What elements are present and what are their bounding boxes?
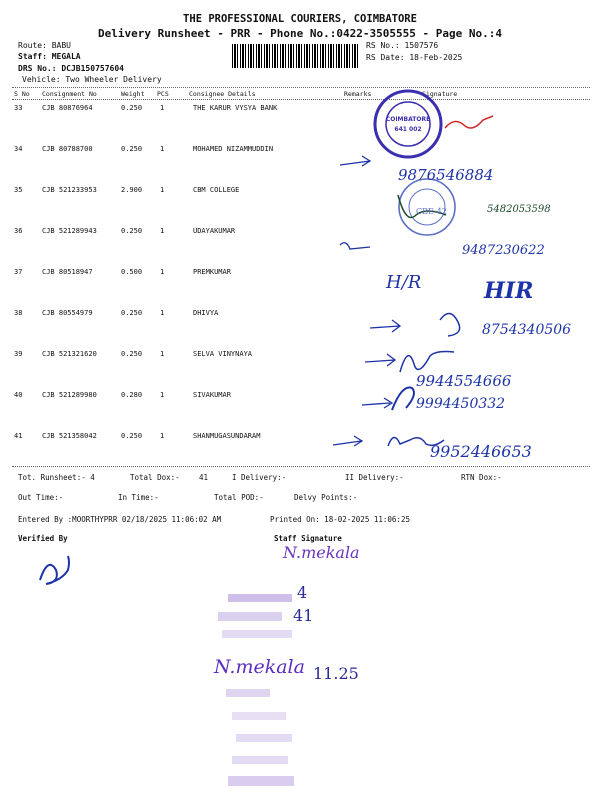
total-pod: Total POD:- bbox=[214, 493, 264, 502]
mark-r36 bbox=[340, 243, 370, 249]
phone-r39: 9944554666 bbox=[416, 372, 512, 390]
col-weight: Weight bbox=[121, 90, 145, 98]
row-consignee: CBM COLLEGE bbox=[193, 186, 240, 194]
row-weight: 0.500 bbox=[121, 268, 143, 276]
row-consignee: DHIVYA bbox=[193, 309, 219, 317]
sign-r40 bbox=[392, 387, 414, 410]
route-label: Route: BABU bbox=[18, 41, 71, 50]
hr-mark-r37: H/R bbox=[386, 272, 422, 293]
arrow-r38 bbox=[370, 320, 400, 332]
col-consignee: Consignee Details bbox=[189, 90, 256, 98]
staff-signature-label: Staff Signature bbox=[274, 534, 342, 543]
row-pcs: 1 bbox=[160, 391, 165, 399]
row-weight: 0.250 bbox=[121, 432, 143, 440]
arrow-r34 bbox=[340, 156, 370, 166]
row-pcs: 1 bbox=[160, 432, 165, 440]
row-sno: 39 bbox=[14, 350, 23, 358]
total-dox-label: Total Dox:- bbox=[130, 473, 180, 482]
ii-delivery: II Delivery:- bbox=[345, 473, 404, 482]
phone-r41: 9952446653 bbox=[430, 442, 532, 461]
verified-signature bbox=[40, 556, 69, 584]
purple-num-dox: 41 bbox=[293, 606, 314, 625]
drs-number: DRS No.: DCJB150757604 bbox=[18, 64, 124, 73]
bank-stamp-pin: 641 002 bbox=[394, 126, 422, 133]
row-pcs: 1 bbox=[160, 268, 165, 276]
row-pcs: 1 bbox=[160, 145, 165, 153]
col-remarks: Remarks bbox=[344, 90, 372, 98]
row-weight: 0.250 bbox=[121, 350, 143, 358]
bank-stamp bbox=[375, 91, 441, 157]
col-sno: S No bbox=[14, 90, 30, 98]
row-pcs: 1 bbox=[160, 309, 165, 317]
entered-by: Entered By :MOORTHYPRR 02/18/2025 11:06:02 AM bbox=[18, 515, 222, 524]
delvy-points: Delvy Points:- bbox=[294, 493, 358, 502]
row-consignment: CJB 80554979 bbox=[42, 309, 93, 317]
sign-r38 bbox=[440, 313, 460, 336]
bank-stamp-center-line: COIMBATORE bbox=[385, 116, 431, 123]
col-signature: Signature bbox=[422, 90, 458, 98]
row-pcs: 1 bbox=[160, 350, 165, 358]
row-sno: 34 bbox=[14, 145, 23, 153]
row-sno: 35 bbox=[14, 186, 23, 194]
phone-r38: 8754340506 bbox=[482, 322, 572, 338]
row-consignment: CJB 521233953 bbox=[42, 186, 97, 194]
purple-signature: N.mekala bbox=[214, 656, 305, 678]
phone-r35: 5482053598 bbox=[487, 204, 551, 215]
row-weight: 0.250 bbox=[121, 145, 143, 153]
row-sno: 41 bbox=[14, 432, 23, 440]
printed-on: Printed On: 18-02-2025 11:06:25 bbox=[270, 515, 410, 524]
row-consignee: SELVA VINYNAYA bbox=[193, 350, 253, 358]
i-delivery: I Delivery:- bbox=[232, 473, 287, 482]
row-consignee: SHANMUGASUNDARAM bbox=[193, 432, 261, 440]
col-consignment: Consignment No bbox=[42, 90, 97, 98]
rs-date: RS Date: 18-Feb-2025 bbox=[366, 53, 463, 62]
runsheet-subtitle: Delivery Runsheet - PRR - Phone No.:0422-3505555 - Page No.:4 bbox=[98, 27, 502, 40]
out-time: Out Time:- bbox=[18, 493, 64, 502]
row-weight: 0.250 bbox=[121, 309, 143, 317]
sign-r39 bbox=[400, 352, 454, 373]
phone-r34: 9876546884 bbox=[398, 166, 494, 184]
row-consignee: PREMKUMAR bbox=[193, 268, 231, 276]
red-signature-r33 bbox=[445, 116, 493, 128]
staff-signature: N.mekala bbox=[283, 543, 360, 562]
row-sno: 37 bbox=[14, 268, 23, 276]
row-consignment: CJB 521289980 bbox=[42, 391, 97, 399]
college-stamp-text: CBE-42 bbox=[416, 207, 447, 216]
row-consignee: UDAYAKUMAR bbox=[193, 227, 236, 235]
vehicle-label: Vehicle: Two Wheeler Delivery bbox=[22, 75, 162, 84]
row-consignment: CJB 521358042 bbox=[42, 432, 97, 440]
rtn-dox: RTN Dox:- bbox=[461, 473, 502, 482]
row-sno: 36 bbox=[14, 227, 23, 235]
in-time: In Time:- bbox=[118, 493, 159, 502]
total-dox-value: 41 bbox=[199, 473, 209, 482]
row-weight: 0.250 bbox=[121, 227, 143, 235]
row-sno: 40 bbox=[14, 391, 23, 399]
verified-by: Verified By bbox=[18, 534, 68, 543]
row-consignee: SIVAKUMAR bbox=[193, 391, 231, 399]
phone-r36: 9487230622 bbox=[462, 243, 545, 258]
row-pcs: 1 bbox=[160, 104, 165, 112]
arrow-r39 bbox=[365, 354, 395, 366]
rs-number: RS No.: 1507576 bbox=[366, 41, 439, 50]
row-consignee: MOHAMED NIZAMMUDDIN bbox=[193, 145, 274, 153]
row-consignment: CJB 80876964 bbox=[42, 104, 93, 112]
staff-label: Staff: MEGALA bbox=[18, 52, 81, 61]
row-consignment: CJB 80788700 bbox=[42, 145, 93, 153]
row-pcs: 1 bbox=[160, 227, 165, 235]
row-consignment: CJB 521321620 bbox=[42, 350, 97, 358]
row-consignment: CJB 80518947 bbox=[42, 268, 93, 276]
row-weight: 2.900 bbox=[121, 186, 143, 194]
arrow-r40 bbox=[362, 398, 392, 408]
row-consignee: THE KARUR VYSYA BANK bbox=[193, 104, 278, 112]
row-weight: 0.280 bbox=[121, 391, 143, 399]
row-sno: 38 bbox=[14, 309, 23, 317]
row-consignment: CJB 521289943 bbox=[42, 227, 97, 235]
hr-mark-r37-b: HIR bbox=[484, 278, 534, 304]
arrow-r41 bbox=[333, 436, 362, 446]
row-sno: 33 bbox=[14, 104, 23, 112]
tot-runsheet: Tot. Runsheet:- 4 bbox=[18, 473, 95, 482]
purple-num-runsheet: 4 bbox=[297, 583, 308, 602]
purple-stamp-block bbox=[218, 594, 294, 786]
row-pcs: 1 bbox=[160, 186, 165, 194]
phone-r40: 9994450332 bbox=[416, 396, 506, 412]
company-title: THE PROFESSIONAL COURIERS, COIMBATORE bbox=[183, 13, 417, 25]
purple-time: 11.25 bbox=[313, 664, 359, 683]
col-pcs: PCS bbox=[157, 90, 169, 98]
row-weight: 0.250 bbox=[121, 104, 143, 112]
